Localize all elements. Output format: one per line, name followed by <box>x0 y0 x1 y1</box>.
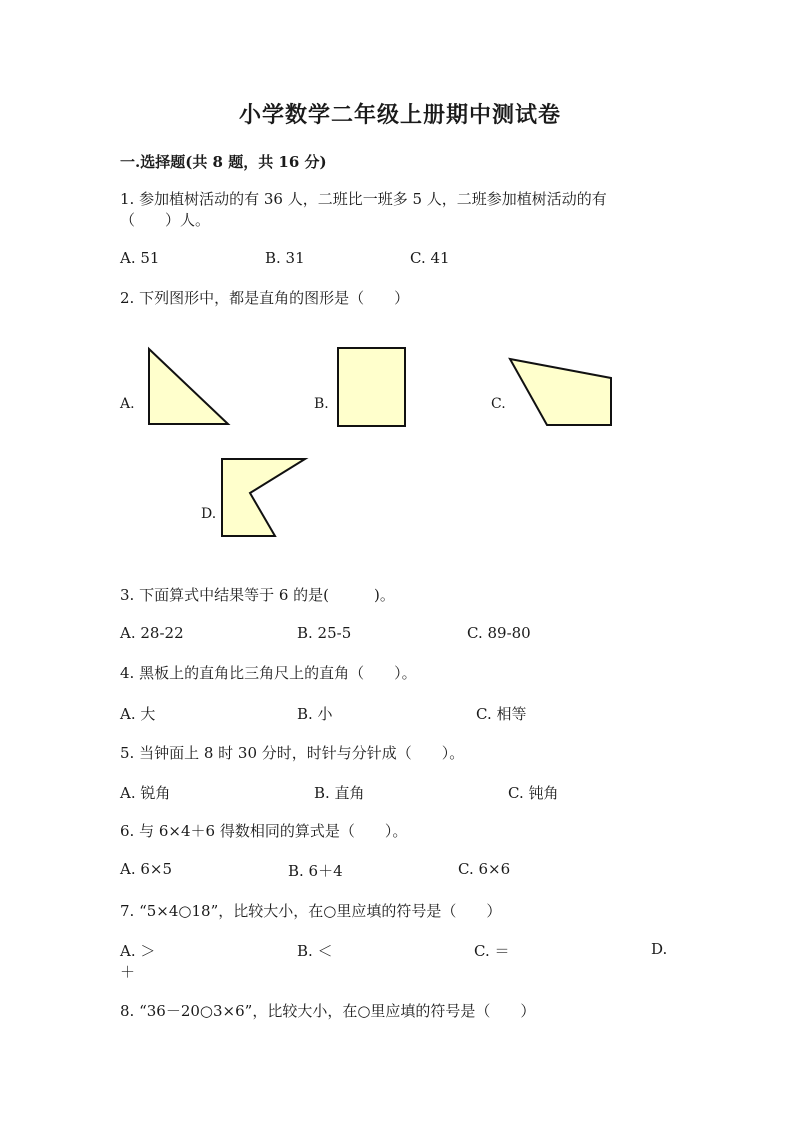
question-5-stem: 5. 当钟面上 8 时 30 分时，时针与分针成（ ）。 <box>120 744 465 762</box>
question-5-option-b[interactable]: B. 直角 <box>314 784 365 802</box>
question-6-option-b[interactable]: B. 6＋4 <box>288 862 343 880</box>
question-4-option-b[interactable]: B. 小 <box>297 705 333 723</box>
question-4-stem: 4. 黑板上的直角比三角尺上的直角（ ）。 <box>120 664 417 682</box>
question-6-stem: 6. 与 6×4＋6 得数相同的算式是（ ）。 <box>120 822 408 840</box>
question-6-option-a[interactable]: A. 6×5 <box>120 860 173 878</box>
question-7-option-c[interactable]: C. ＝ <box>474 942 510 960</box>
question-1-option-c[interactable]: C. 41 <box>410 249 450 267</box>
question-1-option-a[interactable]: A. 51 <box>120 249 160 267</box>
question-5-option-c[interactable]: C. 钝角 <box>508 784 559 802</box>
question-2-option-a[interactable]: A. <box>120 396 135 412</box>
question-4-option-a[interactable]: A. 大 <box>120 705 156 723</box>
question-3-option-a[interactable]: A. 28-22 <box>120 624 184 642</box>
trapezoid-figure <box>507 355 617 430</box>
question-2-option-d[interactable]: D. <box>201 506 217 522</box>
question-1-option-b[interactable]: B. 31 <box>265 249 305 267</box>
question-2-stem: 2. 下列图形中，都是直角的图形是（ ） <box>120 289 410 307</box>
right-triangle-figure <box>145 345 235 430</box>
question-7-option-d-value: ＋ <box>120 963 136 981</box>
question-7-option-d[interactable]: D. <box>651 940 668 958</box>
page-title: 小学数学二年级上册期中测试卷 <box>238 102 561 128</box>
question-2-option-c[interactable]: C. <box>491 396 506 412</box>
concave-pentagon-figure <box>218 455 308 540</box>
question-7-stem: 7. “5×4○18”，比较大小，在○里应填的符号是（ ） <box>120 902 502 920</box>
question-4-option-c[interactable]: C. 相等 <box>476 705 527 723</box>
question-6-option-c[interactable]: C. 6×6 <box>458 860 511 878</box>
question-3-option-c[interactable]: C. 89-80 <box>467 624 531 642</box>
section-heading: 一.选择题(共 8 题，共 16 分) <box>120 153 327 171</box>
question-1-stem: 1. 参加植树活动的有 36 人，二班比一班多 5 人，二班参加植树活动的有 <box>120 190 607 208</box>
question-8-stem: 8. “36－20○3×6”，比较大小，在○里应填的符号是（ ） <box>120 1002 536 1020</box>
question-3-stem: 3. 下面算式中结果等于 6 的是( )。 <box>120 586 395 604</box>
question-1-stem-continued: （ ）人。 <box>120 211 211 229</box>
question-7-option-a[interactable]: A. ＞ <box>120 942 156 960</box>
question-5-option-a[interactable]: A. 锐角 <box>120 784 171 802</box>
question-7-option-b[interactable]: B. ＜ <box>297 942 333 960</box>
rectangle-figure <box>334 345 409 430</box>
question-3-option-b[interactable]: B. 25-5 <box>297 624 352 642</box>
question-2-option-b[interactable]: B. <box>314 396 329 412</box>
